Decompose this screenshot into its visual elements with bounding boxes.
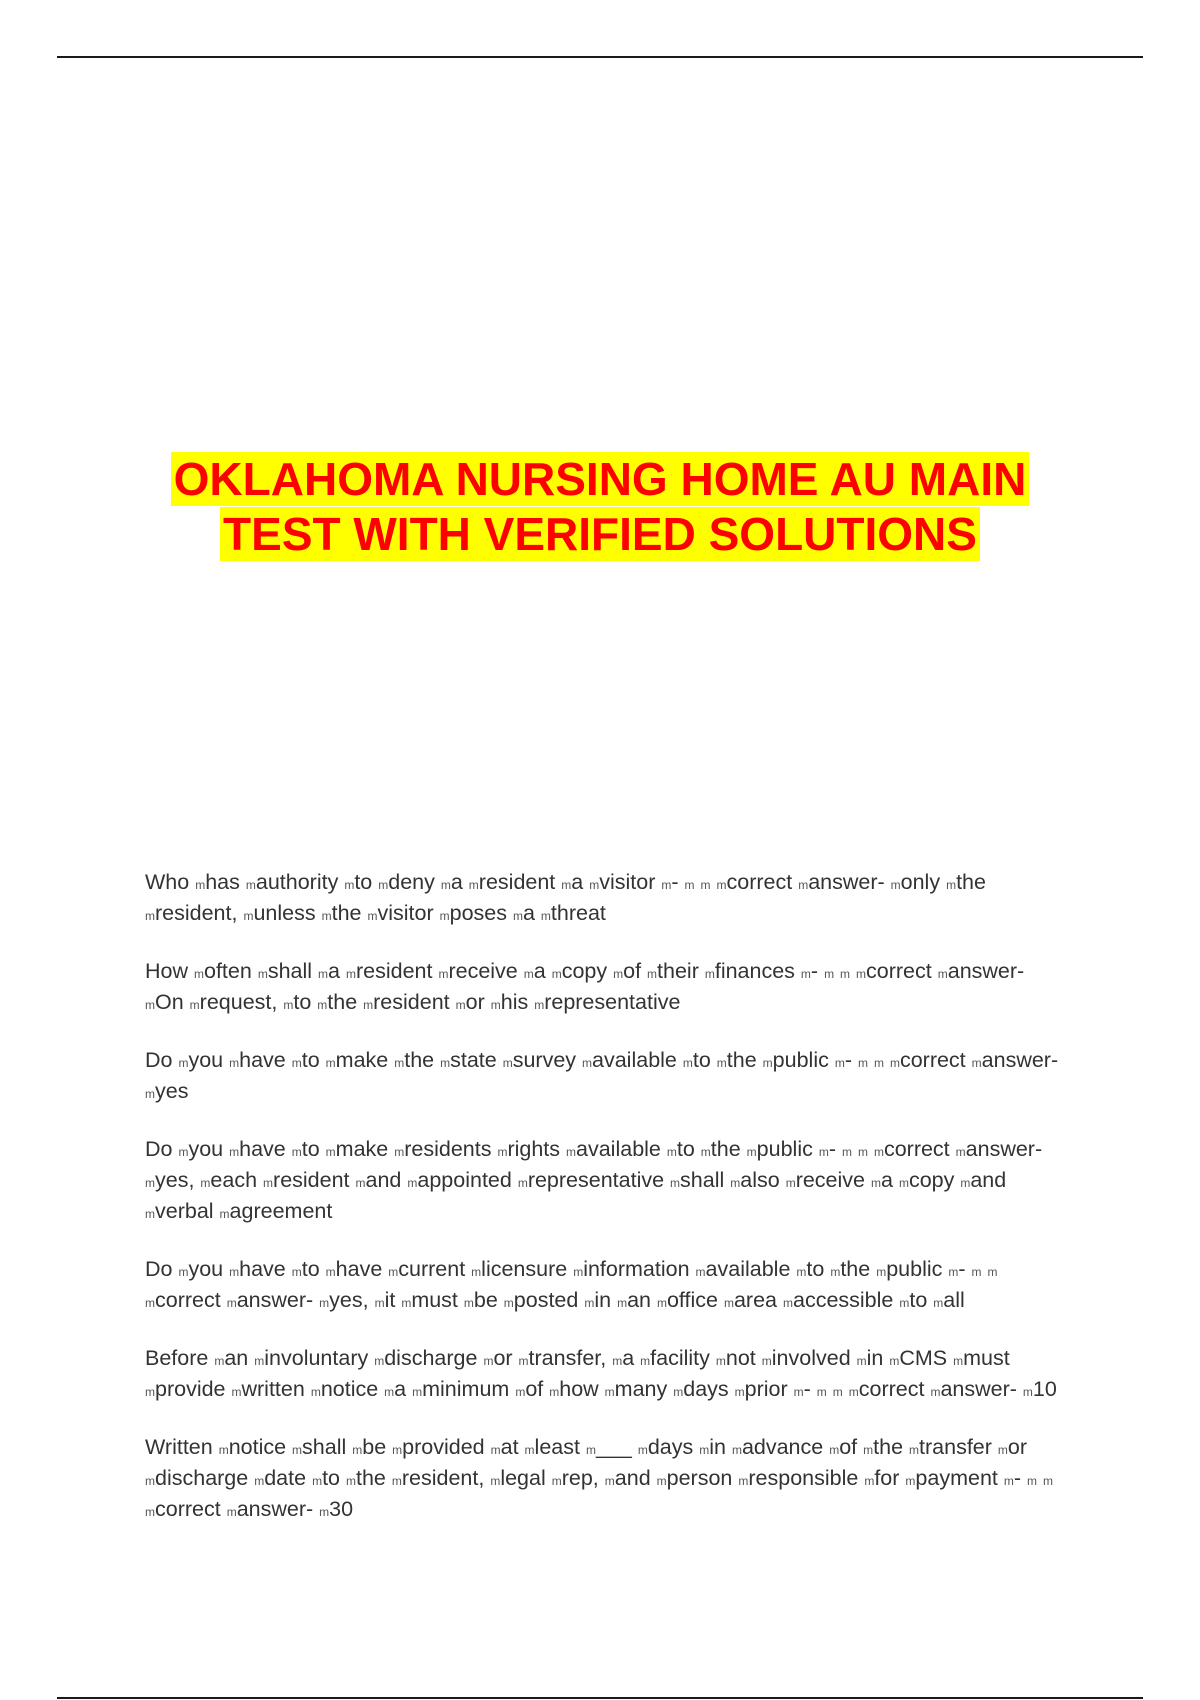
title-line-2: TEST WITH VERIFIED SOLUTIONS	[220, 507, 980, 561]
qa-item: Before man minvoluntary mdischarge mor mtransfer, ma mfacility mnot minvolved min mCMS mmust mprovide mwritten mnotice ma mminimum mof mhow mmany mdays mprior m- m m mcorrect manswer- m10	[145, 1346, 1057, 1401]
qa-item: How moften mshall ma mresident mreceive ma mcopy mof mtheir mfinances m- m m mcorrect manswer- mOn mrequest, mto mthe mresident mor mhis mrepresentative	[145, 959, 1025, 1014]
qa-item: Do myou mhave mto mmake mthe mstate msurvey mavailable mto mthe mpublic m- m m mcorrect manswer- myes	[145, 1048, 1059, 1103]
qa-item: Who mhas mauthority mto mdeny ma mresident ma mvisitor m- m m mcorrect manswer- monly mthe mresident, munless mthe mvisitor mposes ma mthreat	[145, 870, 986, 925]
qa-item: Do myou mhave mto mmake mresidents mrights mavailable mto mthe mpublic m- m m mcorrect manswer- myes, meach mresident mand mappointed mrepresentative mshall malso mreceive ma mcopy mand mverbal magreement	[145, 1137, 1043, 1223]
title-line-1: OKLAHOMA NURSING HOME AU MAIN	[171, 452, 1030, 506]
top-rule	[57, 56, 1143, 58]
document-title	[100, 452, 1100, 562]
qa-item: Written mnotice mshall mbe mprovided mat mleast m___ mdays min madvance mof mthe mtransfer mor mdischarge mdate mto mthe mresident, mlegal mrep, mand mperson mresponsible mfor mpayment m- m m mcorrect manswer- m30	[145, 1435, 1053, 1521]
qa-item: Do myou mhave mto mhave mcurrent mlicensure minformation mavailable mto mthe mpublic m- m m mcorrect manswer- myes, mit mmust mbe mposted min man moffice marea maccessible mto mall	[145, 1257, 998, 1312]
bottom-rule	[57, 1697, 1143, 1699]
qa-list	[145, 868, 1065, 1553]
